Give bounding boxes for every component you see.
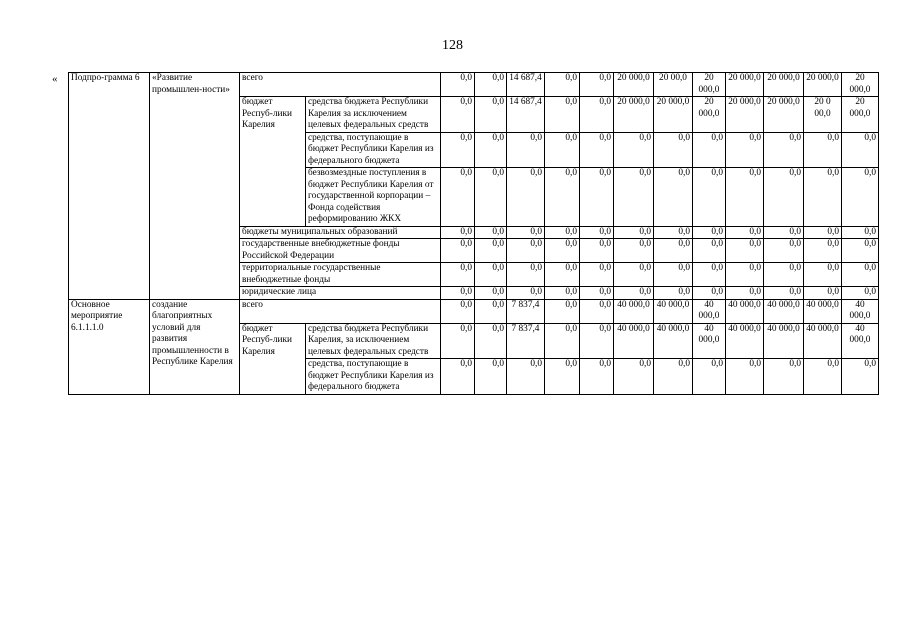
value-cell: 20 000,0 [764, 73, 804, 97]
value-cell: 14 687,4 [507, 97, 545, 133]
value-cell: 0,0 [804, 239, 842, 263]
value-cell: 0,0 [693, 239, 726, 263]
value-cell: 40 000,0 [804, 299, 842, 323]
value-cell: 0,0 [441, 323, 475, 359]
funding-source: средства, поступающие в бюджет Республики Карелия из федерального бюджета [306, 132, 441, 168]
funding-source: государственные внебюджетные фонды Российской Федерации [240, 239, 441, 263]
value-cell: 0,0 [726, 287, 764, 300]
value-cell: 0,0 [580, 168, 614, 227]
value-cell: 0,0 [545, 287, 580, 300]
value-cell: 0,0 [693, 263, 726, 287]
value-cell: 0,0 [842, 287, 879, 300]
value-cell: 0,0 [726, 263, 764, 287]
value-cell: 0,0 [475, 359, 507, 395]
program-code: Подпро-грамма 6 [69, 73, 150, 300]
value-cell: 0,0 [804, 263, 842, 287]
value-cell: 0,0 [614, 287, 654, 300]
value-cell: 0,0 [441, 239, 475, 263]
funding-source: безвозмездные поступления в бюджет Республики Карелия от государственной корпорации – Фонда содействия реформированию ЖКХ [306, 168, 441, 227]
program-name: создание благоприятных условий для развития промышленности в Республике Карелия [150, 299, 240, 394]
value-cell: 0,0 [693, 287, 726, 300]
value-cell: 0,0 [842, 168, 879, 227]
value-cell: 20 000,0 [614, 97, 654, 133]
value-cell: 0,0 [580, 299, 614, 323]
table-row [69, 299, 879, 323]
value-cell: 40 000,0 [764, 299, 804, 323]
budget-table [68, 72, 879, 395]
value-cell: 0,0 [441, 263, 475, 287]
value-cell: 20 000,0 [726, 73, 764, 97]
value-cell: 40 000,0 [842, 299, 879, 323]
value-cell: 0,0 [654, 239, 693, 263]
value-cell: 0,0 [545, 263, 580, 287]
value-cell: 0,0 [545, 226, 580, 239]
value-cell: 0,0 [507, 239, 545, 263]
funding-source: юридические лица [240, 287, 441, 300]
value-cell: 0,0 [441, 97, 475, 133]
table-row [69, 73, 879, 97]
value-cell: 0,0 [475, 299, 507, 323]
value-cell: 0,0 [475, 168, 507, 227]
value-cell: 0,0 [764, 168, 804, 227]
value-cell: 0,0 [614, 168, 654, 227]
value-cell: 40 000,0 [654, 299, 693, 323]
value-cell: 7 837,4 [507, 323, 545, 359]
value-cell: 0,0 [475, 323, 507, 359]
value-cell: 0,0 [580, 287, 614, 300]
value-cell: 0,0 [614, 359, 654, 395]
value-cell: 0,0 [475, 239, 507, 263]
value-cell: 0,0 [507, 263, 545, 287]
value-cell: 0,0 [764, 263, 804, 287]
value-cell: 0,0 [545, 299, 580, 323]
value-cell: 0,0 [842, 132, 879, 168]
value-cell: 0,0 [726, 239, 764, 263]
value-cell: 0,0 [764, 239, 804, 263]
value-cell: 40 000,0 [842, 323, 879, 359]
value-cell: 0,0 [475, 132, 507, 168]
value-cell: 0,0 [693, 226, 726, 239]
value-cell: 0,0 [441, 226, 475, 239]
value-cell: 0,0 [693, 359, 726, 395]
value-cell: 0,0 [545, 239, 580, 263]
value-cell: 0,0 [475, 97, 507, 133]
opening-quote: « [52, 73, 58, 85]
value-cell: 40 000,0 [693, 299, 726, 323]
page-number: 128 [442, 38, 463, 53]
value-cell: 0,0 [726, 168, 764, 227]
value-cell: 0,0 [654, 132, 693, 168]
value-cell: 0,0 [804, 226, 842, 239]
value-cell: 0,0 [764, 359, 804, 395]
value-cell: 20 000,0 [654, 97, 693, 133]
value-cell: 0,0 [693, 168, 726, 227]
value-cell: 0,0 [441, 132, 475, 168]
value-cell: 0,0 [580, 97, 614, 133]
value-cell: 20 000,0 [842, 73, 879, 97]
value-cell: 0,0 [842, 263, 879, 287]
value-cell: 0,0 [614, 132, 654, 168]
value-cell: 0,0 [726, 132, 764, 168]
value-cell: 0,0 [764, 287, 804, 300]
value-cell: 20 000,0 [804, 73, 842, 97]
value-cell: 0,0 [507, 168, 545, 227]
value-cell: 40 000,0 [614, 299, 654, 323]
value-cell: 0,0 [580, 239, 614, 263]
funding-source: средства бюджета Республики Карелия за исключением целевых федеральных средств [306, 97, 441, 133]
value-cell: 0,0 [580, 263, 614, 287]
value-cell: 0,0 [804, 132, 842, 168]
funding-group: бюджет Респуб-лики Карелия [240, 323, 306, 394]
value-cell: 0,0 [804, 287, 842, 300]
value-cell: 0,0 [475, 73, 507, 97]
funding-source: средства бюджета Республики Карелия, за исключением целевых федеральных средств [306, 323, 441, 359]
value-cell: 0,0 [842, 359, 879, 395]
value-cell: 0,0 [475, 287, 507, 300]
value-cell: 0,0 [654, 287, 693, 300]
value-cell: 0,0 [545, 359, 580, 395]
value-cell: 0,0 [580, 359, 614, 395]
value-cell: 20 000,0 [726, 97, 764, 133]
value-cell: 0,0 [580, 323, 614, 359]
funding-group: бюджет Респуб-лики Карелия [240, 97, 306, 227]
value-cell: 20 000,0 [693, 97, 726, 133]
value-cell: 0,0 [441, 168, 475, 227]
funding-source: всего [240, 73, 441, 97]
funding-source: средства, поступающие в бюджет Республики Карелия из федерального бюджета [306, 359, 441, 395]
value-cell: 0,0 [614, 263, 654, 287]
funding-source: территориальные государственные внебюджетные фонды [240, 263, 441, 287]
value-cell: 0,0 [580, 226, 614, 239]
value-cell: 20 000,0 [693, 73, 726, 97]
value-cell: 20 00,0 [654, 73, 693, 97]
value-cell: 0,0 [726, 226, 764, 239]
value-cell: 0,0 [545, 73, 580, 97]
value-cell: 0,0 [804, 359, 842, 395]
value-cell: 20 0 00,0 [804, 97, 842, 133]
value-cell: 0,0 [475, 226, 507, 239]
value-cell: 0,0 [545, 323, 580, 359]
value-cell: 20 000,0 [614, 73, 654, 97]
value-cell: 0,0 [507, 287, 545, 300]
value-cell: 0,0 [764, 226, 804, 239]
value-cell: 0,0 [614, 226, 654, 239]
value-cell: 0,0 [441, 299, 475, 323]
value-cell: 0,0 [764, 132, 804, 168]
value-cell: 40 000,0 [614, 323, 654, 359]
value-cell: 0,0 [545, 97, 580, 133]
value-cell: 0,0 [693, 132, 726, 168]
value-cell: 0,0 [507, 132, 545, 168]
value-cell: 0,0 [726, 359, 764, 395]
value-cell: 40 000,0 [726, 299, 764, 323]
value-cell: 0,0 [580, 73, 614, 97]
value-cell: 0,0 [654, 168, 693, 227]
funding-source: бюджеты муниципальных образований [240, 226, 441, 239]
value-cell: 40 000,0 [693, 323, 726, 359]
value-cell: 14 687,4 [507, 73, 545, 97]
value-cell: 40 000,0 [726, 323, 764, 359]
funding-source: всего [240, 299, 441, 323]
value-cell: 0,0 [804, 168, 842, 227]
value-cell: 20 000,0 [842, 97, 879, 133]
value-cell: 40 000,0 [764, 323, 804, 359]
program-code: Основное мероприятие 6.1.1.1.0 [69, 299, 150, 394]
value-cell: 40 000,0 [654, 323, 693, 359]
value-cell: 0,0 [475, 263, 507, 287]
value-cell: 0,0 [842, 226, 879, 239]
value-cell: 7 837,4 [507, 299, 545, 323]
value-cell: 0,0 [441, 73, 475, 97]
value-cell: 0,0 [654, 263, 693, 287]
value-cell: 0,0 [654, 359, 693, 395]
value-cell: 0,0 [580, 132, 614, 168]
value-cell: 0,0 [654, 226, 693, 239]
value-cell: 20 000,0 [764, 97, 804, 133]
value-cell: 0,0 [545, 132, 580, 168]
value-cell: 0,0 [614, 239, 654, 263]
value-cell: 0,0 [441, 287, 475, 300]
value-cell: 0,0 [507, 359, 545, 395]
program-name: «Развитие промышлен-ности» [150, 73, 240, 300]
value-cell: 0,0 [441, 359, 475, 395]
value-cell: 0,0 [507, 226, 545, 239]
value-cell: 0,0 [545, 168, 580, 227]
value-cell: 40 000,0 [804, 323, 842, 359]
value-cell: 0,0 [842, 239, 879, 263]
